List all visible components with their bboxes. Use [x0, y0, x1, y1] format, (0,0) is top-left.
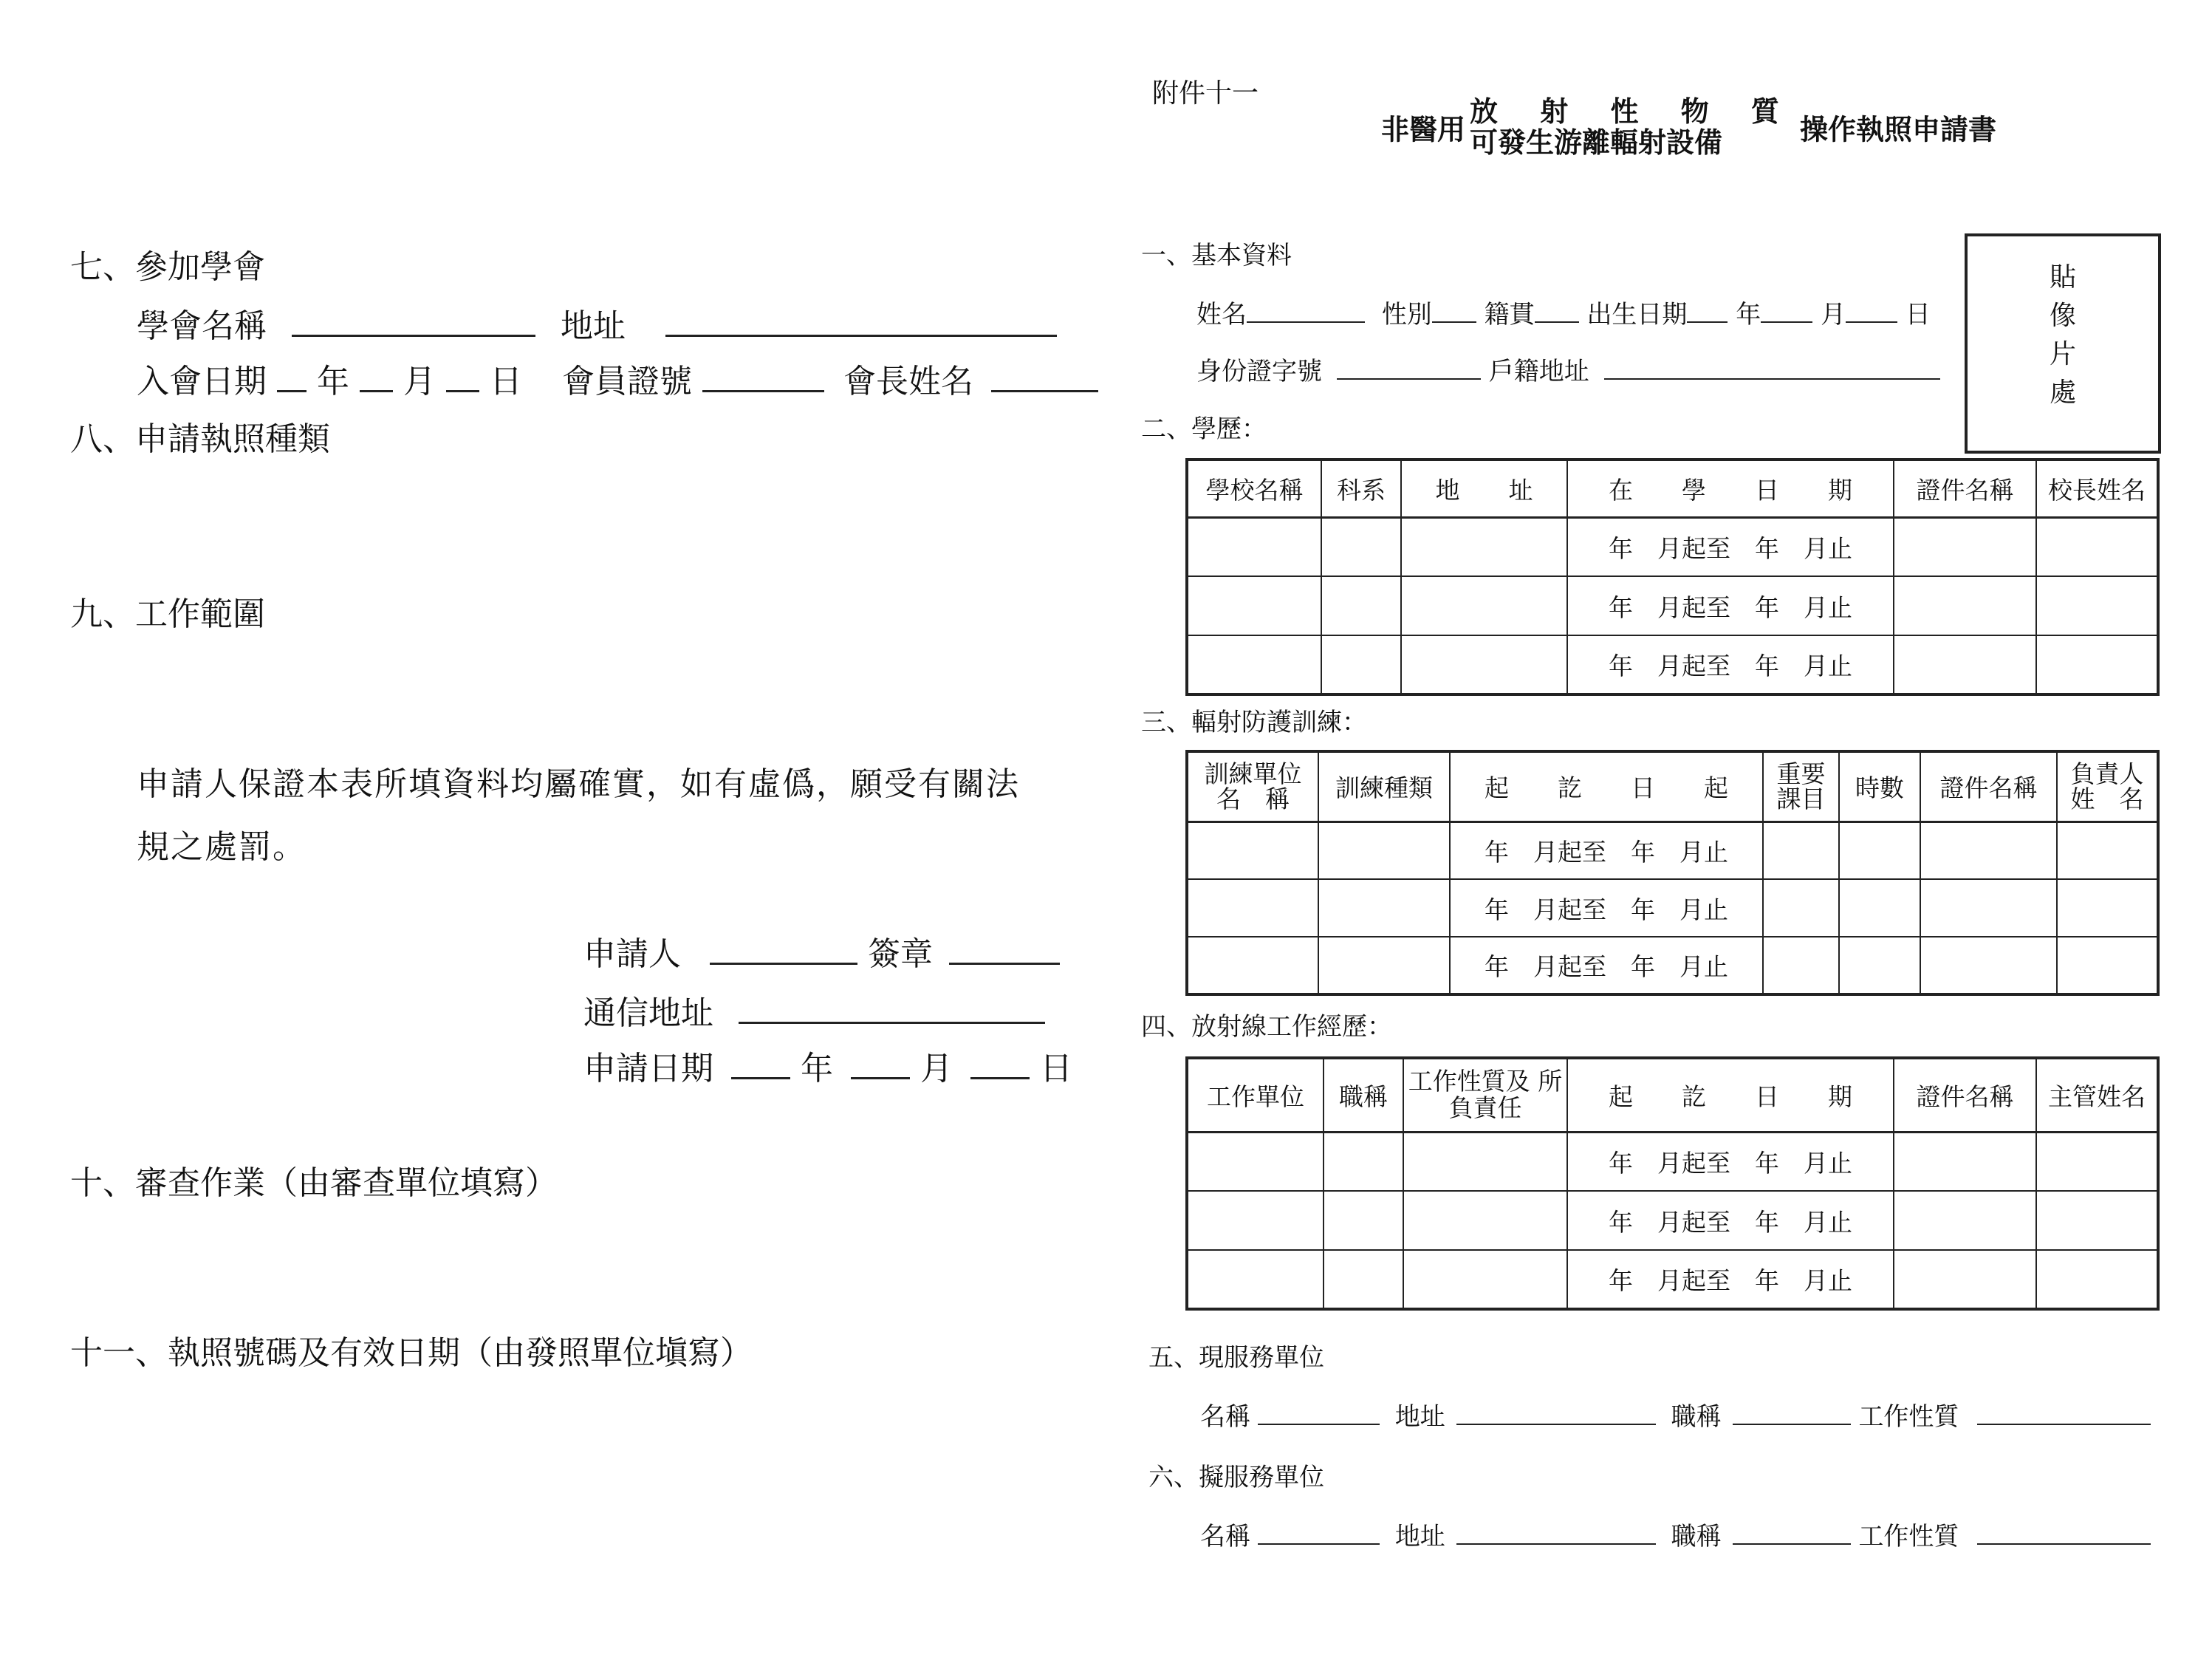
photo-char-1: 貼 — [2049, 262, 2076, 293]
photo-char-2: 像 — [2049, 301, 2076, 331]
seal-label: 簽章 — [868, 935, 933, 973]
cell[interactable] — [1187, 1250, 1324, 1309]
photo-char-4: 處 — [2049, 378, 2076, 408]
household-address-label: 戶籍地址 — [1488, 357, 1589, 386]
table-row — [1187, 1191, 2158, 1250]
declaration-line-2: 規之處罰。 — [137, 828, 307, 866]
col-study-period: 在 學 日 期 — [1567, 460, 1894, 517]
col-supervisor: 主管姓名 — [2036, 1058, 2158, 1132]
cell[interactable] — [1894, 1132, 2036, 1191]
cell[interactable] — [1894, 1191, 2036, 1250]
current-nature-label: 工作性質 — [1858, 1402, 1959, 1432]
col-work-unit: 工作單位 — [1187, 1058, 1324, 1132]
join-day-label: 日 — [490, 363, 522, 400]
join-year-label: 年 — [317, 363, 349, 400]
section-7-heading: 七、參加學會 — [70, 248, 265, 286]
cell[interactable] — [1403, 1191, 1567, 1250]
period-cell[interactable]: 年 月起至 年 月止 — [1567, 1191, 1894, 1250]
cell[interactable] — [1324, 1132, 1403, 1191]
period-cell[interactable]: 年 月起至 年 月止 — [1450, 937, 1763, 994]
app-year-label: 年 — [801, 1050, 833, 1087]
cell[interactable] — [1187, 937, 1318, 994]
period-cell[interactable]: 年 月起至 年 月止 — [1567, 517, 1894, 576]
cell[interactable] — [1894, 635, 2036, 694]
photo-char-3: 片 — [2049, 339, 2076, 369]
president-field[interactable] — [991, 356, 1098, 392]
col-school-name: 學校名稱 — [1187, 460, 1321, 517]
join-date-label: 入會日期 — [137, 363, 267, 400]
cell[interactable] — [1321, 517, 1401, 576]
table-row — [1187, 1132, 2158, 1191]
id-number-label: 身份證字號 — [1196, 357, 1322, 386]
society-name-label: 學會名稱 — [137, 307, 267, 345]
birth-year-label: 年 — [1736, 300, 1761, 329]
cell[interactable] — [1187, 1132, 1324, 1191]
cell[interactable] — [1894, 576, 2036, 635]
cell[interactable] — [2036, 635, 2158, 694]
cell[interactable] — [1403, 1132, 1567, 1191]
cell[interactable] — [1401, 635, 1567, 694]
app-year-field[interactable] — [731, 1043, 790, 1079]
household-address-field[interactable] — [1604, 352, 1940, 380]
app-day-label: 日 — [1040, 1050, 1072, 1087]
mailing-address-label: 通信地址 — [583, 994, 713, 1032]
col-principal: 校長姓名 — [2036, 460, 2158, 517]
photo-box[interactable] — [1965, 233, 2161, 454]
applicant-row — [583, 927, 1060, 974]
cell[interactable] — [2036, 1132, 2158, 1191]
society-name-field[interactable] — [292, 301, 535, 337]
cell[interactable] — [1318, 937, 1450, 994]
mailing-address-field[interactable] — [739, 988, 1045, 1024]
table-row — [1187, 879, 2158, 937]
period-cell[interactable]: 年 月起至 年 月止 — [1567, 1132, 1894, 1191]
intended-title-field[interactable] — [1733, 1517, 1851, 1545]
table-row — [1187, 1250, 2158, 1309]
birth-day-label: 日 — [1905, 300, 1931, 329]
section-11-heading: 十一、執照號碼及有效日期（由發照單位塡寫） — [70, 1334, 753, 1372]
table-row — [1187, 937, 2158, 994]
declaration-line-1: 申請人保證本表所填資料均屬確實，如有虛僞，願受有關法 — [137, 765, 1020, 803]
cell[interactable] — [1839, 879, 1920, 937]
period-cell[interactable]: 年 月起至 年 月止 — [1567, 635, 1894, 694]
applicant-label: 申請人 — [583, 935, 681, 973]
current-nature-field[interactable] — [1977, 1397, 2151, 1425]
education-table — [1185, 458, 2160, 696]
intended-address-label: 地址 — [1394, 1522, 1445, 1551]
cell[interactable] — [1920, 937, 2057, 994]
birth-month-label: 月 — [1821, 300, 1846, 329]
cell[interactable] — [2036, 576, 2158, 635]
applicant-field[interactable] — [710, 929, 857, 965]
join-month-label: 月 — [403, 363, 436, 400]
intended-address-field[interactable] — [1456, 1517, 1656, 1545]
col-address: 地 址 — [1401, 460, 1567, 517]
section-5-heading: 五、現服務單位 — [1148, 1343, 1324, 1373]
cell[interactable] — [1839, 822, 1920, 879]
society-address-field[interactable] — [665, 301, 1057, 337]
application-date-row — [583, 1042, 1072, 1089]
table-row — [1187, 635, 2158, 694]
cell[interactable] — [1894, 517, 2036, 576]
birth-day-field[interactable] — [1846, 295, 1897, 323]
member-id-label: 會員證號 — [562, 363, 692, 400]
cell[interactable] — [1318, 822, 1450, 879]
join-month-field[interactable] — [360, 356, 393, 392]
period-cell[interactable]: 年 月起至 年 月止 — [1567, 1250, 1894, 1309]
section-6-heading: 六、擬服務單位 — [1148, 1463, 1324, 1492]
cell[interactable] — [2057, 879, 2158, 937]
table-row — [1187, 822, 2158, 879]
app-month-field[interactable] — [851, 1043, 910, 1079]
cell[interactable] — [1187, 879, 1318, 937]
seal-field[interactable] — [949, 929, 1060, 965]
col-certificate: 證件名稱 — [1920, 751, 2057, 822]
form-title — [1381, 96, 1996, 158]
section-8-heading: 八、申請執照種類 — [70, 420, 330, 458]
birth-month-field[interactable] — [1761, 295, 1812, 323]
col-certificate: 證件名稱 — [1894, 460, 2036, 517]
cell[interactable] — [1839, 937, 1920, 994]
section-2-heading: 二、學歷： — [1141, 414, 1267, 444]
cell[interactable] — [2036, 517, 2158, 576]
intended-nature-label: 工作性質 — [1858, 1522, 1959, 1551]
cell[interactable] — [1894, 1250, 2036, 1309]
col-certificate: 證件名稱 — [1894, 1058, 2036, 1132]
cell[interactable] — [1321, 576, 1401, 635]
col-job-nature: 工作性質及 所負責任 — [1403, 1058, 1567, 1132]
current-title-label: 職稱 — [1671, 1402, 1722, 1432]
join-row — [137, 355, 1098, 402]
join-year-field[interactable] — [277, 356, 307, 392]
training-header-row — [1187, 751, 2158, 822]
current-name-field[interactable] — [1258, 1397, 1380, 1425]
application-date-label: 申請日期 — [583, 1050, 713, 1087]
intended-employer-row — [1200, 1516, 2151, 1552]
period-cell[interactable]: 年 月起至 年 月止 — [1450, 879, 1763, 937]
section-3-heading: 三、輻射防護訓練： — [1141, 708, 1367, 737]
col-work-period: 起 訖 日 期 — [1567, 1058, 1894, 1132]
cell[interactable] — [1187, 576, 1321, 635]
title-stack-bottom: 可發生游離輻射設備 — [1470, 126, 1723, 159]
current-name-label: 名稱 — [1200, 1402, 1250, 1432]
col-training-period: 起 訖 日 起 — [1450, 751, 1763, 822]
col-hours: 時數 — [1839, 751, 1920, 822]
period-cell[interactable]: 年 月起至 年 月止 — [1567, 576, 1894, 635]
cell[interactable] — [1324, 1191, 1403, 1250]
col-department: 科系 — [1321, 460, 1401, 517]
cell[interactable] — [1401, 517, 1567, 576]
app-month-label: 月 — [920, 1050, 953, 1087]
col-key-subjects: 重要 課目 — [1763, 751, 1839, 822]
sex-label: 性別 — [1381, 300, 1432, 329]
cell[interactable] — [1401, 576, 1567, 635]
cell[interactable] — [1403, 1250, 1567, 1309]
col-training-type: 訓練種類 — [1318, 751, 1450, 822]
current-address-field[interactable] — [1456, 1397, 1656, 1425]
work-header-row — [1187, 1058, 2158, 1132]
native-place-field[interactable] — [1535, 295, 1579, 323]
training-table — [1185, 750, 2160, 996]
attachment-label: 附件十一 — [1152, 78, 1259, 109]
title-suffix: 操作執照申請書 — [1799, 112, 1996, 146]
section-1-heading: 一、基本資料 — [1141, 241, 1292, 270]
society-address-label: 地址 — [561, 307, 626, 345]
mailing-address-row — [583, 986, 1045, 1034]
section-4-heading: 四、放射線工作經歷： — [1141, 1012, 1392, 1042]
name-label: 姓名 — [1196, 300, 1247, 329]
title-prefix: 非醫用 — [1381, 112, 1466, 146]
table-row — [1187, 517, 2158, 576]
name-field[interactable] — [1247, 295, 1365, 323]
cell[interactable] — [2036, 1250, 2158, 1309]
president-label: 會長姓名 — [843, 363, 973, 400]
cell[interactable] — [1920, 879, 2057, 937]
cell[interactable] — [1324, 1250, 1403, 1309]
app-day-field[interactable] — [970, 1043, 1030, 1079]
education-header-row — [1187, 460, 2158, 517]
id-number-field[interactable] — [1337, 352, 1481, 380]
col-job-title: 職稱 — [1324, 1058, 1403, 1132]
section-9-heading: 九、工作範圍 — [70, 595, 265, 633]
cell[interactable] — [1187, 822, 1318, 879]
birth-date-label: 出生日期 — [1586, 300, 1688, 329]
intended-title-label: 職稱 — [1671, 1522, 1722, 1551]
col-person-in-charge: 負責人 姓 名 — [2057, 751, 2158, 822]
birth-year-field[interactable] — [1687, 295, 1728, 323]
member-id-field[interactable] — [702, 356, 824, 392]
basic-info-row-1 — [1196, 294, 1931, 330]
native-place-label: 籍貫 — [1484, 300, 1535, 329]
cell[interactable] — [1763, 822, 1839, 879]
cell[interactable] — [1763, 879, 1839, 937]
join-day-field[interactable] — [446, 356, 479, 392]
cell[interactable] — [1187, 1191, 1324, 1250]
current-title-field[interactable] — [1733, 1397, 1851, 1425]
cell[interactable] — [1187, 635, 1321, 694]
current-employer-row — [1200, 1396, 2151, 1432]
title-stack-top: 放 射 性 物 質 — [1470, 95, 1795, 128]
cell[interactable] — [2036, 1191, 2158, 1250]
section-10-heading: 十、審查作業（由審查單位填寫） — [70, 1164, 558, 1202]
cell[interactable] — [1187, 517, 1321, 576]
sex-field[interactable] — [1432, 295, 1476, 323]
current-address-label: 地址 — [1394, 1402, 1445, 1432]
cell[interactable] — [1920, 822, 2057, 879]
work-experience-table — [1185, 1056, 2160, 1311]
col-training-unit: 訓練單位 名 稱 — [1187, 751, 1318, 822]
basic-info-row-2 — [1196, 351, 1940, 387]
intended-nature-field[interactable] — [1977, 1517, 2151, 1545]
cell[interactable] — [1321, 635, 1401, 694]
cell[interactable] — [2057, 822, 2158, 879]
intended-name-label: 名稱 — [1200, 1522, 1250, 1551]
intended-name-field[interactable] — [1258, 1517, 1380, 1545]
cell[interactable] — [2057, 937, 2158, 994]
society-name-row — [137, 299, 1057, 346]
table-row — [1187, 576, 2158, 635]
period-cell[interactable]: 年 月起至 年 月止 — [1450, 822, 1763, 879]
cell[interactable] — [1763, 937, 1839, 994]
cell[interactable] — [1318, 879, 1450, 937]
